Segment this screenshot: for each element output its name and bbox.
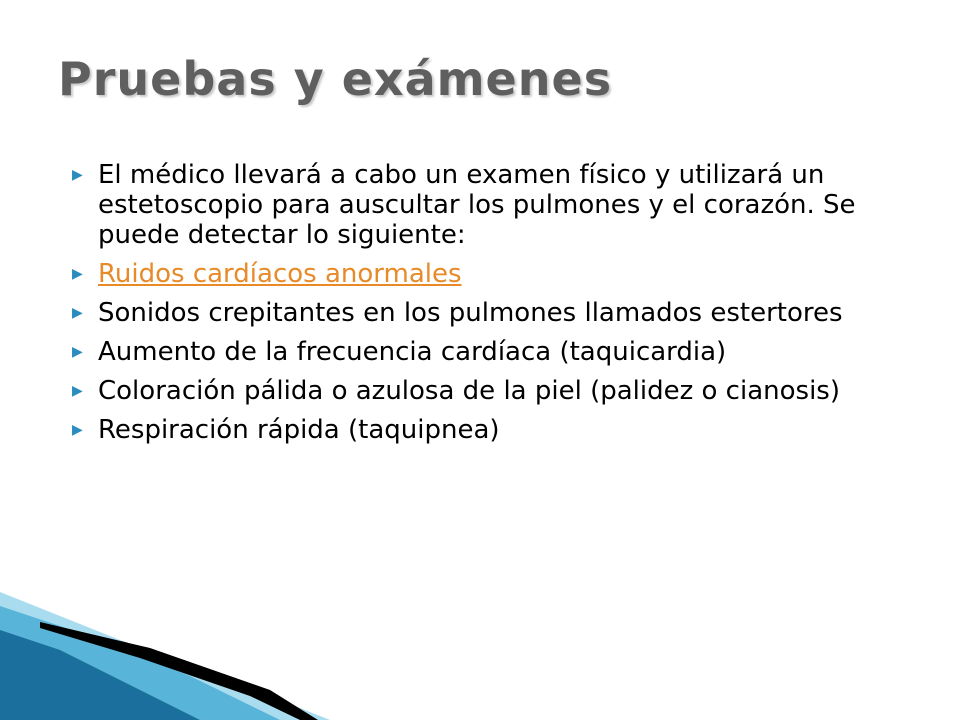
link-abnormal-heart-sounds[interactable]: Ruidos cardíacos anormales: [98, 259, 462, 289]
bullet-text: Coloración pálida o azulosa de la piel (palidez o cianosis): [98, 376, 840, 406]
bullet-text: Respiración rápida (taquipnea): [98, 415, 500, 445]
triangle-right-icon: ▶: [72, 167, 83, 183]
bullet-item: [72, 376, 892, 406]
triangle-right-icon: ▶: [72, 305, 83, 321]
triangle-right-icon: ▶: [72, 422, 83, 438]
bullet-list: [72, 160, 892, 454]
slide-title: Pruebas y exámenes: [58, 52, 613, 106]
triangle-right-icon: ▶: [72, 383, 83, 399]
bullet-text: Sonidos crepitantes en los pulmones llamados estertores: [98, 298, 843, 328]
bullet-item: [72, 298, 892, 328]
bullet-item: [72, 337, 892, 367]
bullet-text: Aumento de la frecuencia cardíaca (taquicardia): [98, 337, 727, 367]
bullet-item: [72, 160, 892, 250]
bullet-text: El médico llevará a cabo un examen físico y utilizará un estetoscopio para auscultar los pulmones y el corazón. Se puede detectar lo siguiente:: [98, 160, 856, 250]
bullet-item: [72, 259, 892, 289]
bullet-item: [72, 415, 892, 445]
triangle-right-icon: ▶: [72, 266, 83, 282]
triangle-right-icon: ▶: [72, 344, 83, 360]
